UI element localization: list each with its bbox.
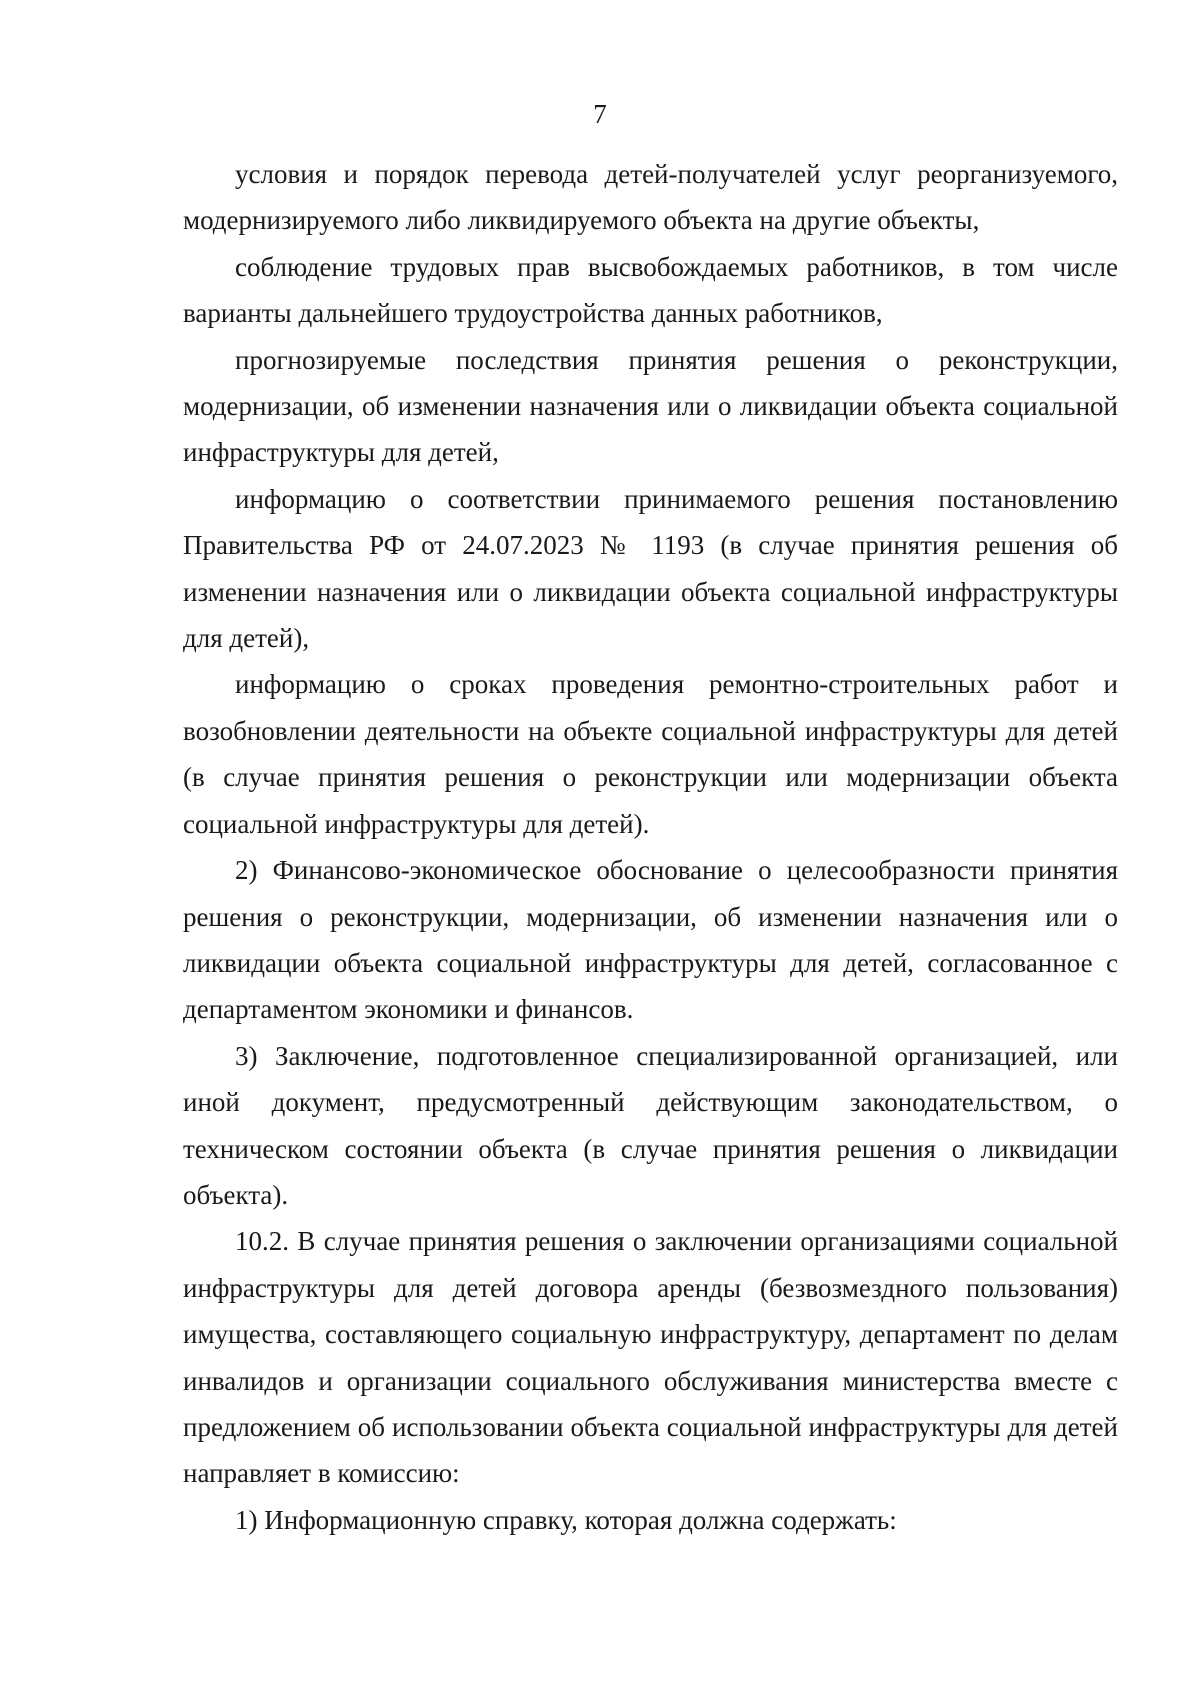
paragraph-section-10-2: 10.2. В случае принятия решения о заключении организациями социальной инфраструктуры для детей договора аренды (безвозмездного пользования) имущества, составляющего социальную инфраструктуру, департамент по делам инвалидов и организации социального обслуживания министерства вместе с предложением об использовании объекта социальной инфраструктуры для детей направляет в комиссию: xyxy=(183,1226,1118,1489)
paragraph-information-note: 1) Информационную справку, которая должна содержать: xyxy=(235,1504,897,1535)
page-number: 7 xyxy=(593,99,607,129)
paragraph-resolution-compliance: информацию о соответствии принимаемого решения постановлению Правительства РФ от 24.07.2023 № 1193 (в случае принятия решения об изменении назначения или о ликвидации объекта социальной инфраструктуры для детей), xyxy=(183,483,1118,654)
paragraph-transfer-conditions: условия и порядок перевода детей-получателей услуг реорганизуемого, модернизируемого либо ликвидируемого объекта на другие объекты, xyxy=(183,159,1118,236)
paragraph-forecast-consequences: прогнозируемые последствия принятия решения о реконструкции, модернизации, об изменении назначения или о ликвидации объекта социальной инфраструктуры для детей, xyxy=(183,344,1118,468)
paragraph-technical-conclusion: 3) Заключение, подготовленное специализированной организацией, или иной документ, предусмотренный действующим законодательством, о техническом состоянии объекта (в случае принятия решения о ликвидации объекта). xyxy=(183,1040,1118,1210)
paragraph-financial-justification: 2) Финансово-экономическое обоснование о целесообразности принятия решения о реконструкции, модернизации, об изменении назначения или о ликвидации объекта социальной инфраструктуры для детей, согласованное с департаментом экономики и финансов. xyxy=(183,855,1118,1025)
document-body xyxy=(183,151,1118,1543)
paragraph-repair-timeline: информацию о сроках проведения ремонтно-строительных работ и возобновлении деятельности на объекте социальной инфраструктуры для детей (в случае принятия решения о реконструкции или модернизации объекта социальной инфраструктуры для детей). xyxy=(183,669,1118,839)
paragraph-labor-rights: соблюдение трудовых прав высвобождаемых работников, в том числе варианты дальнейшего трудоустройства данных работников, xyxy=(183,251,1118,329)
